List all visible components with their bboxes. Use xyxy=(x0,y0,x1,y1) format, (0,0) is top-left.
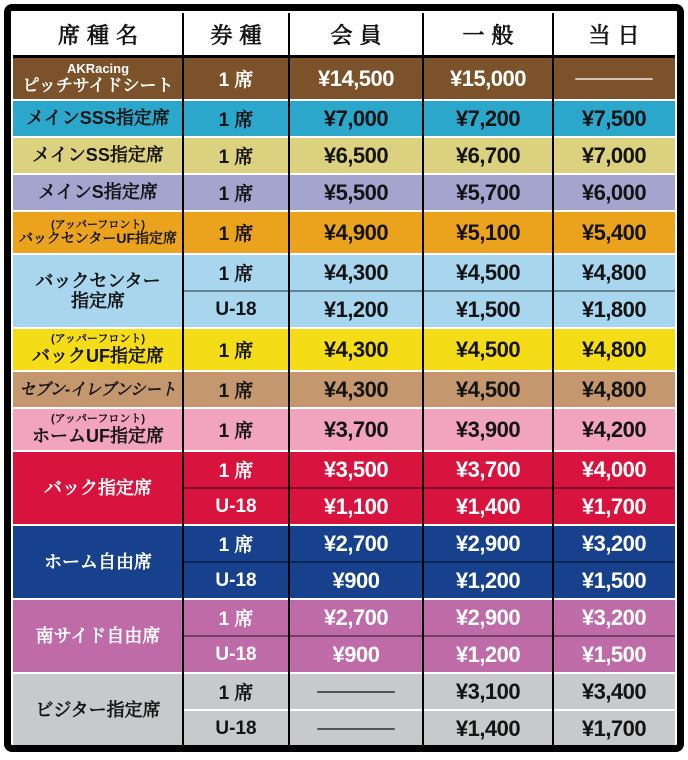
general-price-cell: ¥3,900 xyxy=(455,416,521,442)
day-price-cell: ¥3,200 xyxy=(581,604,647,630)
ticket-type-cell: U-18 xyxy=(215,643,257,665)
member-price-cell: ¥4,300 xyxy=(323,259,389,285)
seat-name-cell xyxy=(13,212,183,253)
seat-name-cell xyxy=(13,452,183,524)
ticket-type-cell: 1 席 xyxy=(218,381,254,402)
ticket-price-table-poster xyxy=(0,4,688,760)
ticket-rows xyxy=(183,409,675,450)
member-price-cell xyxy=(289,674,423,709)
ticket-type-cell: U-18 xyxy=(215,569,257,591)
seat-name-cell xyxy=(13,600,183,672)
seat-name-label: バックセンター xyxy=(35,270,161,291)
day-price-cell: ¥1,500 xyxy=(581,567,647,593)
seat-name-cell xyxy=(13,329,183,370)
ticket-rows xyxy=(183,600,675,672)
ticket-rows xyxy=(183,674,675,746)
ticket-row xyxy=(183,101,675,136)
general-price-cell: ¥4,500 xyxy=(455,376,521,402)
general-price-cell: ¥3,100 xyxy=(455,678,521,704)
member-price-cell: ¥1,200 xyxy=(323,296,389,322)
table-row xyxy=(13,138,675,173)
ticket-type-cell: 1 席 xyxy=(218,184,254,205)
table-row xyxy=(13,329,675,370)
table-row xyxy=(13,674,675,746)
seat-name-cell xyxy=(13,372,183,407)
seat-name-cell xyxy=(13,674,183,746)
day-price-cell xyxy=(553,58,675,99)
no-price-dash xyxy=(575,78,653,80)
seat-name-cell xyxy=(13,175,183,210)
table-row xyxy=(13,409,675,450)
ticket-rows xyxy=(183,255,675,327)
table-row xyxy=(13,372,675,407)
day-price-cell: ¥4,800 xyxy=(581,336,647,362)
day-price-cell: ¥1,700 xyxy=(581,493,647,519)
ticket-type-cell: 1 席 xyxy=(218,683,254,704)
seat-name-subtext: (アッパーフロント) xyxy=(50,333,145,346)
ticket-rows xyxy=(183,372,675,407)
table-row xyxy=(13,526,675,598)
general-price-cell: ¥2,900 xyxy=(455,604,521,630)
ticket-rows xyxy=(183,101,675,136)
table-row xyxy=(13,600,675,672)
ticket-row xyxy=(183,526,675,561)
ticket-type-cell: 1 席 xyxy=(218,535,254,556)
member-price-cell xyxy=(289,711,423,746)
general-price-cell: ¥2,900 xyxy=(455,530,521,556)
ticket-type-cell: U-18 xyxy=(215,717,257,739)
grid-line-2 xyxy=(288,13,290,746)
general-price-cell: ¥1,500 xyxy=(455,296,521,322)
ticket-row xyxy=(183,138,675,173)
seat-name-label: ピッチサイドシート xyxy=(22,76,174,96)
table-frame xyxy=(4,4,684,752)
ticket-rows xyxy=(183,329,675,370)
grid-line-1 xyxy=(182,13,184,746)
member-price-cell: ¥2,700 xyxy=(323,604,389,630)
member-price-cell: ¥900 xyxy=(332,641,380,667)
seat-name-label: ホームUF指定席 xyxy=(32,425,164,446)
seat-name-cell xyxy=(13,255,183,327)
member-price-cell: ¥4,300 xyxy=(323,376,389,402)
day-price-cell: ¥4,800 xyxy=(581,376,647,402)
seat-name-cell xyxy=(13,101,183,136)
day-price-cell: ¥7,000 xyxy=(581,142,647,168)
day-price-cell: ¥1,500 xyxy=(581,641,647,667)
seat-name-label: メインSSS指定席 xyxy=(26,108,170,129)
ticket-type-cell: 1 席 xyxy=(218,609,254,630)
ticket-row xyxy=(183,212,675,253)
table-row xyxy=(13,58,675,99)
seat-name-subtext: (アッパーフロント) xyxy=(50,413,145,426)
seat-name-cell xyxy=(13,138,183,173)
ticket-type-cell: 1 席 xyxy=(218,224,254,245)
seat-name-label: ホーム自由席 xyxy=(44,551,152,572)
member-price-cell: ¥900 xyxy=(332,567,380,593)
ticket-rows xyxy=(183,58,675,99)
general-price-cell: ¥1,400 xyxy=(455,493,521,519)
seat-name-label: バック指定席 xyxy=(44,477,152,498)
ticket-rows xyxy=(183,138,675,173)
general-price-cell: ¥5,100 xyxy=(455,219,521,245)
seat-name-subtext: (アッパーフロント) xyxy=(50,218,145,231)
ticket-row xyxy=(183,290,675,327)
ticket-rows xyxy=(183,175,675,210)
general-price-cell: ¥4,500 xyxy=(455,336,521,362)
grid-line-4 xyxy=(552,13,554,746)
ticket-type-cell: 1 席 xyxy=(218,70,254,91)
general-price-cell: ¥15,000 xyxy=(449,65,527,91)
ticket-type-cell: 1 席 xyxy=(218,461,254,482)
general-price-cell: ¥4,500 xyxy=(455,259,521,285)
general-price-cell: ¥1,200 xyxy=(455,567,521,593)
ticket-row xyxy=(183,600,675,635)
ticket-rows xyxy=(183,212,675,253)
day-price-cell: ¥1,800 xyxy=(581,296,647,322)
table-row xyxy=(13,101,675,136)
member-price-cell: ¥7,000 xyxy=(323,105,389,131)
seat-name-cell xyxy=(13,58,183,99)
general-price-cell: ¥6,700 xyxy=(455,142,521,168)
seat-name-subtext: AKRacing xyxy=(66,60,130,76)
ticket-row xyxy=(183,635,675,672)
general-price-cell: ¥1,200 xyxy=(455,641,521,667)
grid-line-3 xyxy=(422,13,424,746)
day-price-cell: ¥4,000 xyxy=(581,456,647,482)
day-price-cell: ¥5,400 xyxy=(581,219,647,245)
ticket-row xyxy=(183,709,675,746)
table-header xyxy=(13,13,675,58)
seat-name-label: バックUF指定席 xyxy=(32,345,164,366)
table-row xyxy=(13,452,675,524)
seat-name-label: 指定席 xyxy=(71,291,125,311)
ticket-row xyxy=(183,255,675,290)
seat-name-cell xyxy=(13,409,183,450)
day-price-cell: ¥3,200 xyxy=(581,530,647,556)
ticket-row xyxy=(183,452,675,487)
member-price-cell: ¥14,500 xyxy=(317,65,395,91)
general-price-cell: ¥7,200 xyxy=(455,105,521,131)
day-price-cell: ¥6,000 xyxy=(581,179,647,205)
member-price-cell: ¥4,300 xyxy=(323,336,389,362)
table-row xyxy=(13,175,675,210)
header-cell-day: 当日 xyxy=(588,22,647,48)
member-price-cell: ¥3,700 xyxy=(323,416,389,442)
ticket-row xyxy=(183,175,675,210)
general-price-cell: ¥3,700 xyxy=(455,456,521,482)
ticket-type-cell: 1 席 xyxy=(218,341,254,362)
ticket-row xyxy=(183,674,675,709)
header-cell-general: 一般 xyxy=(462,22,521,48)
ticket-type-cell: U-18 xyxy=(215,298,257,320)
seat-name-label: セブン-イレブンシート xyxy=(19,379,177,399)
ticket-row xyxy=(183,409,675,450)
seat-name-label: バックセンターUF指定席 xyxy=(18,229,178,246)
day-price-cell: ¥4,800 xyxy=(581,259,647,285)
header-cell-member: 会員 xyxy=(330,22,389,48)
no-price-dash xyxy=(317,728,395,730)
ticket-row xyxy=(183,58,675,99)
ticket-type-cell: 1 席 xyxy=(218,147,254,168)
member-price-cell: ¥4,900 xyxy=(323,219,389,245)
table-row xyxy=(13,212,675,253)
no-price-dash xyxy=(317,691,395,693)
member-price-cell: ¥6,500 xyxy=(323,142,389,168)
price-table xyxy=(13,13,675,746)
day-price-cell: ¥7,500 xyxy=(581,105,647,131)
day-price-cell: ¥1,700 xyxy=(581,715,647,741)
header-cell-ticket-type: 券種 xyxy=(210,22,269,48)
day-price-cell: ¥4,200 xyxy=(581,416,647,442)
member-price-cell: ¥5,500 xyxy=(323,179,389,205)
seat-name-cell xyxy=(13,526,183,598)
general-price-cell: ¥5,700 xyxy=(455,179,521,205)
ticket-row xyxy=(183,561,675,598)
table-row xyxy=(13,255,675,327)
day-price-cell: ¥3,400 xyxy=(581,678,647,704)
ticket-rows xyxy=(183,526,675,598)
ticket-row xyxy=(183,329,675,370)
ticket-type-cell: 1 席 xyxy=(218,421,254,442)
seat-name-label: ビジター指定席 xyxy=(35,699,161,720)
ticket-row xyxy=(183,372,675,407)
ticket-type-cell: 1 席 xyxy=(218,264,254,285)
ticket-type-cell: U-18 xyxy=(215,495,257,517)
table-body xyxy=(13,58,675,746)
seat-name-label: メインS指定席 xyxy=(38,182,158,203)
header-cell-seat-name: 席種名 xyxy=(57,22,146,48)
seat-name-label: 南サイド自由席 xyxy=(35,625,161,646)
ticket-rows xyxy=(183,452,675,524)
ticket-type-cell: 1 席 xyxy=(218,110,254,131)
member-price-cell: ¥3,500 xyxy=(323,456,389,482)
ticket-row xyxy=(183,487,675,524)
general-price-cell: ¥1,400 xyxy=(455,715,521,741)
member-price-cell: ¥2,700 xyxy=(323,530,389,556)
seat-name-label: メインSS指定席 xyxy=(32,145,164,166)
member-price-cell: ¥1,100 xyxy=(323,493,389,519)
